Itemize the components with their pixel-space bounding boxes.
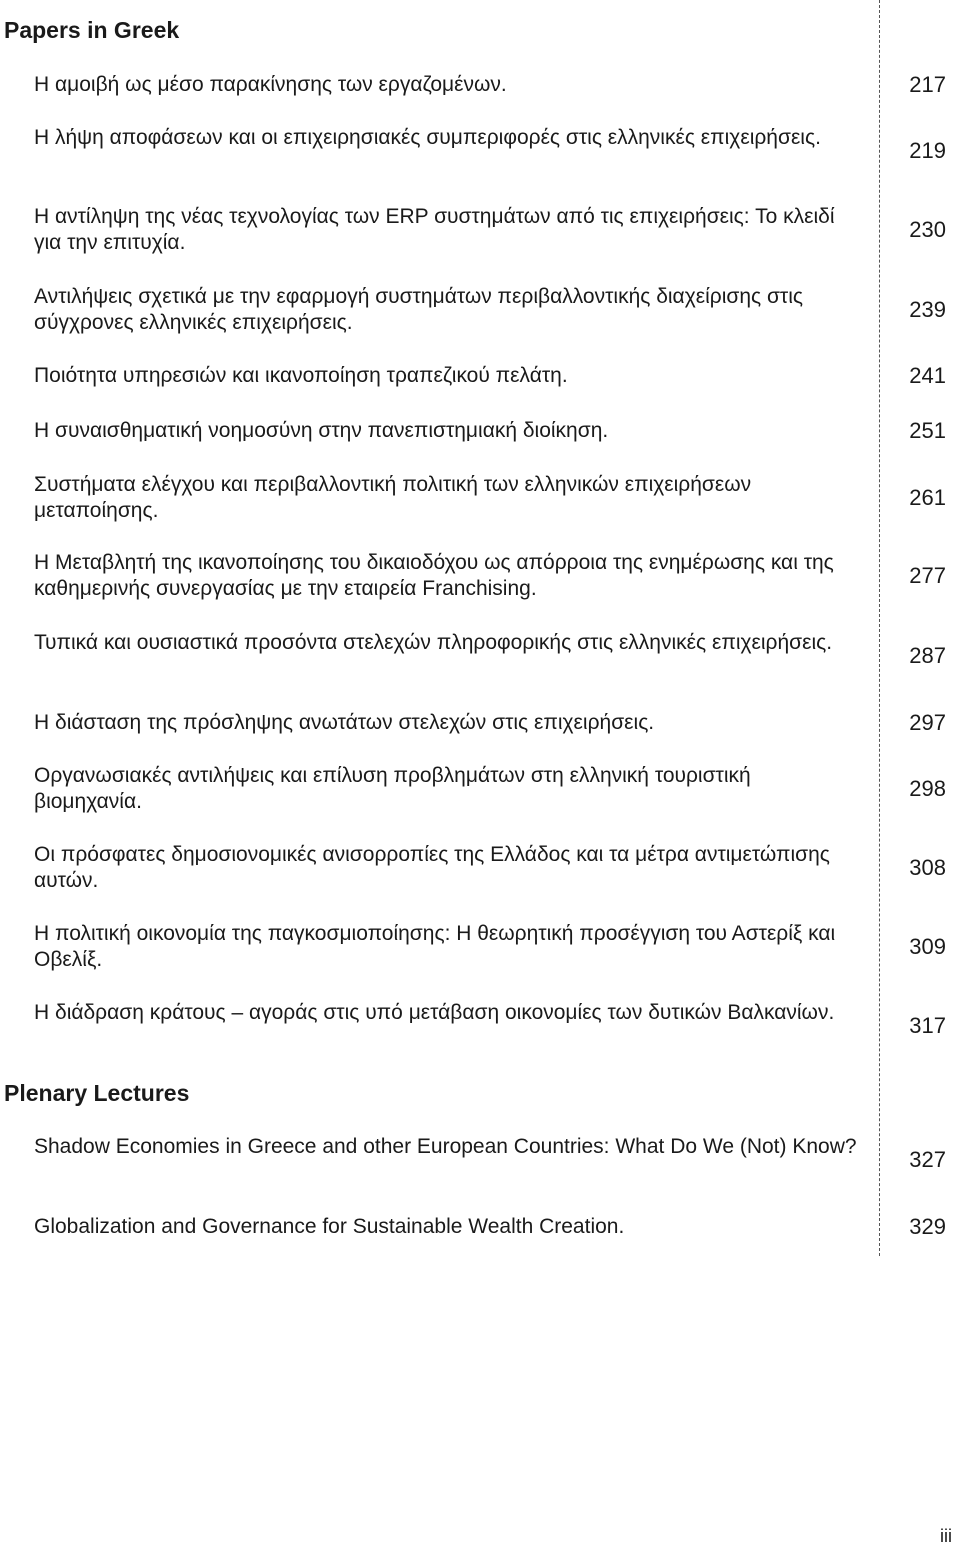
toc-entry [0,72,960,98]
toc-entry [0,204,960,256]
toc-entry-title: Η λήψη αποφάσεων και οι επιχειρησιακές συμπεριφορές στις ελληνικές επιχειρήσεις. [34,126,821,149]
toc-entry-page: 219 [909,138,946,163]
toc-entry [0,763,960,815]
toc-entry-title: Η πολιτική οικονομία της παγκοσμιοποίησης: Η θεωρητική προσέγγιση του Αστερίξ και Οβελίξ. [34,922,836,971]
toc-entry-title: Η Μεταβλητή της ικανοποίησης του δικαιοδόχου ως απόρροια της ενημέρωσης και της καθημερινής συνεργασίας με την εταιρεία Franchising. [34,551,834,600]
toc-entry-title: Η συναισθηματική νοημοσύνη στην πανεπιστημιακή διοίκηση. [34,419,609,442]
toc-entry-page: 230 [909,217,946,242]
toc-entry-page: 317 [909,1013,946,1038]
toc-entry-title: Οι πρόσφατες δημοσιονομικές ανισορροπίες της Ελλάδος και τα μέτρα αντιμετώπισης αυτών. [34,843,830,892]
toc-entry [0,418,960,444]
toc-entry-title: Η αμοιβή ως μέσο παρακίνησης των εργαζομένων. [34,73,507,96]
toc-entry [0,125,960,177]
toc-entry-page: 287 [909,643,946,668]
toc-entry-title: Αντιλήψεις σχετικά με την εφαρμογή συστημάτων περιβαλλοντικής διαχείρισης στις σύγχρονες ελληνικές επιχειρήσεις. [34,285,803,334]
toc-entry [0,842,960,894]
toc-entry-title: Οργανωσιακές αντιλήψεις και επίλυση προβλημάτων στη ελληνική τουριστική βιομηχανία. [34,764,751,813]
toc-entry-title: Shadow Economies in Greece and other European Countries: What Do We (Not) Know? [34,1135,857,1158]
toc-entry-title: Ποιότητα υπηρεσιών και ικανοποίηση τραπεζικού πελάτη. [34,364,568,387]
toc-entry [0,1214,960,1240]
toc-entry-page: 329 [909,1214,946,1239]
toc-entry-page: 308 [909,855,946,880]
toc-entry [0,1000,960,1052]
toc-entry-title: Globalization and Governance for Sustainable Wealth Creation. [34,1215,625,1238]
dashed-divider [879,0,880,1256]
toc-entry [0,472,960,524]
section-heading-papers-in-greek: Papers in Greek [4,17,180,43]
toc-entry-page: 251 [909,418,946,443]
toc-entry-page: 298 [909,776,946,801]
toc-entry-page: 217 [909,72,946,97]
toc-entry-page: 277 [909,563,946,588]
toc-entry-title: Η αντίληψη της νέας τεχνολογίας των ERP συστημάτων από τις επιχειρήσεις: Το κλειδί για την επιτυχία. [34,205,835,254]
toc-entry [0,1134,960,1186]
toc-entry-page: 241 [909,363,946,388]
toc-entry-page: 239 [909,297,946,322]
toc-entry [0,363,960,389]
toc-entry-title: Η διάσταση της πρόσληψης ανωτάτων στελεχών στις επιχειρήσεις. [34,711,655,734]
toc-entry-page: 327 [909,1147,946,1172]
toc-entry-page: 309 [909,934,946,959]
toc-entry [0,630,960,682]
toc-entry-title: Συστήματα ελέγχου και περιβαλλοντική πολιτική των ελληνικών επιχειρήσεων μεταποίησης. [34,473,752,522]
section-heading-plenary-lectures: Plenary Lectures [4,1080,190,1106]
toc-entry [0,284,960,336]
toc-entry [0,921,960,973]
page-number: iii [940,1526,952,1546]
toc-entry-title: Τυπικά και ουσιαστικά προσόντα στελεχών πληροφορικής στις ελληνικές επιχειρήσεις. [34,631,833,654]
toc-entry [0,710,960,736]
toc-entry-page: 261 [909,485,946,510]
toc-entry-title: Η διάδραση κράτους – αγοράς στις υπό μετάβαση οικονομίες των δυτικών Βαλκανίων. [34,1001,835,1024]
toc-entry-page: 297 [909,710,946,735]
toc-entry [0,550,960,602]
